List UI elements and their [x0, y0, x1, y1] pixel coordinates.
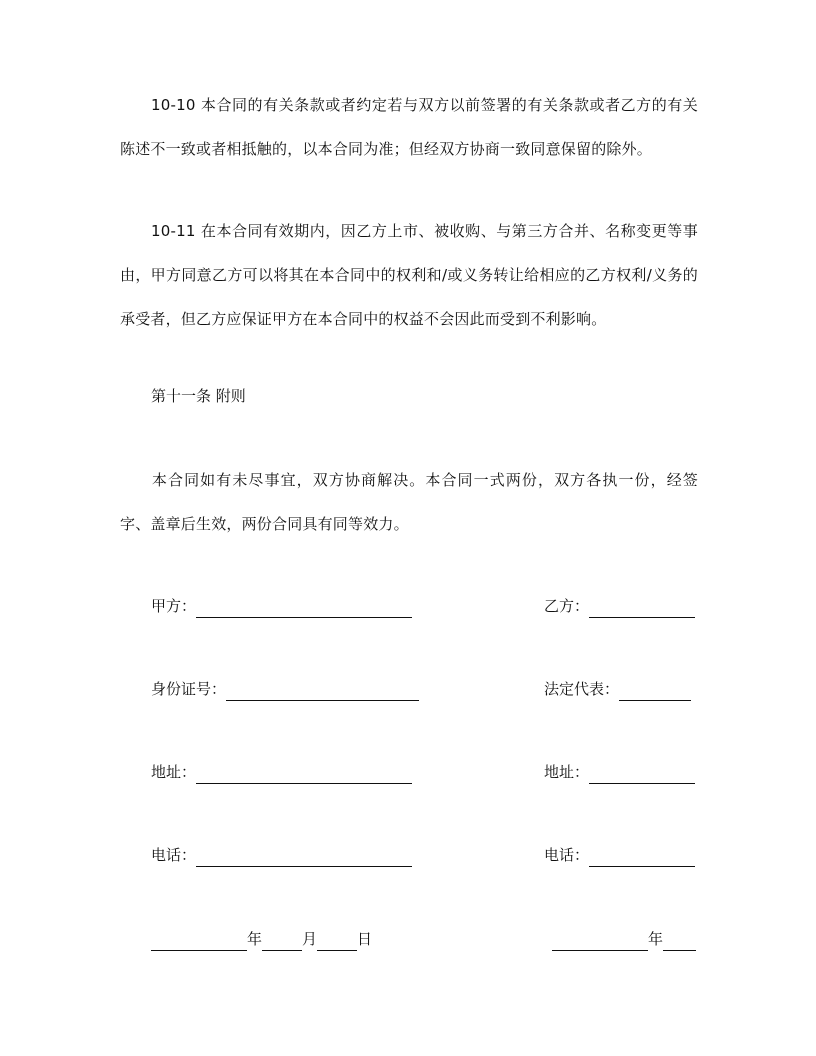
article-heading: 第十一条 附则 [151, 387, 246, 405]
address-a-label: 地址： [151, 763, 197, 781]
id-number-label: 身份证号： [151, 680, 227, 698]
address-b-label: 地址： [544, 763, 590, 781]
clause-10-10 [120, 83, 698, 171]
clause-10-10-text: 10-10 本合同的有关条款或者约定若与双方以前签署的有关条款或者乙方的有关陈述不一致或者相抵触的，以本合同为准；但经双方协商一致同意保留的除外。 [120, 96, 698, 158]
id-number-field [151, 677, 419, 701]
date-b-year-label: 年 [648, 930, 664, 948]
legal-rep-field [544, 677, 691, 701]
party-a-field [151, 594, 412, 618]
party-b-field [544, 594, 695, 618]
party-a-label: 甲方： [151, 597, 197, 615]
phone-b-label: 电话： [544, 846, 590, 864]
party-b-blank[interactable] [589, 599, 695, 618]
date-a-field [151, 927, 372, 951]
date-a-year-label: 年 [247, 930, 263, 948]
closing-paragraph-text: 本合同如有未尽事宜，双方协商解决。本合同一式两份，双方各执一份，经签字、盖章后生效，两份合同具有同等效力。 [120, 471, 698, 533]
clause-10-11-text: 10-11 在本合同有效期内，因乙方上市、被收购、与第三方合并、名称变更等事由，甲方同意乙方可以将其在本合同中的权利和/或义务转让给相应的乙方权利/义务的承受者，但乙方应保证甲方在本合同中的权益不会因此而受到不利影响。 [120, 222, 698, 328]
address-b-field [544, 760, 695, 784]
legal-rep-label: 法定代表： [544, 680, 620, 698]
address-a-field [151, 760, 412, 784]
legal-rep-blank[interactable] [619, 682, 691, 701]
date-a-day-label: 日 [357, 930, 373, 948]
closing-paragraph [120, 458, 698, 546]
id-number-blank[interactable] [226, 682, 419, 701]
phone-a-label: 电话： [151, 846, 197, 864]
party-a-blank[interactable] [196, 599, 412, 618]
date-b-month-blank[interactable] [663, 932, 696, 951]
phone-b-blank[interactable] [589, 848, 695, 867]
date-a-month-blank[interactable] [262, 932, 302, 951]
phone-b-field [544, 843, 695, 867]
address-b-blank[interactable] [589, 765, 695, 784]
date-a-year-blank[interactable] [151, 932, 247, 951]
date-b-year-blank[interactable] [552, 932, 648, 951]
date-a-month-label: 月 [302, 930, 318, 948]
date-b-field [552, 927, 696, 951]
date-a-day-blank[interactable] [317, 932, 357, 951]
address-a-blank[interactable] [196, 765, 412, 784]
phone-a-blank[interactable] [196, 848, 412, 867]
phone-a-field [151, 843, 412, 867]
party-b-label: 乙方： [544, 597, 590, 615]
clause-10-11 [120, 209, 698, 341]
